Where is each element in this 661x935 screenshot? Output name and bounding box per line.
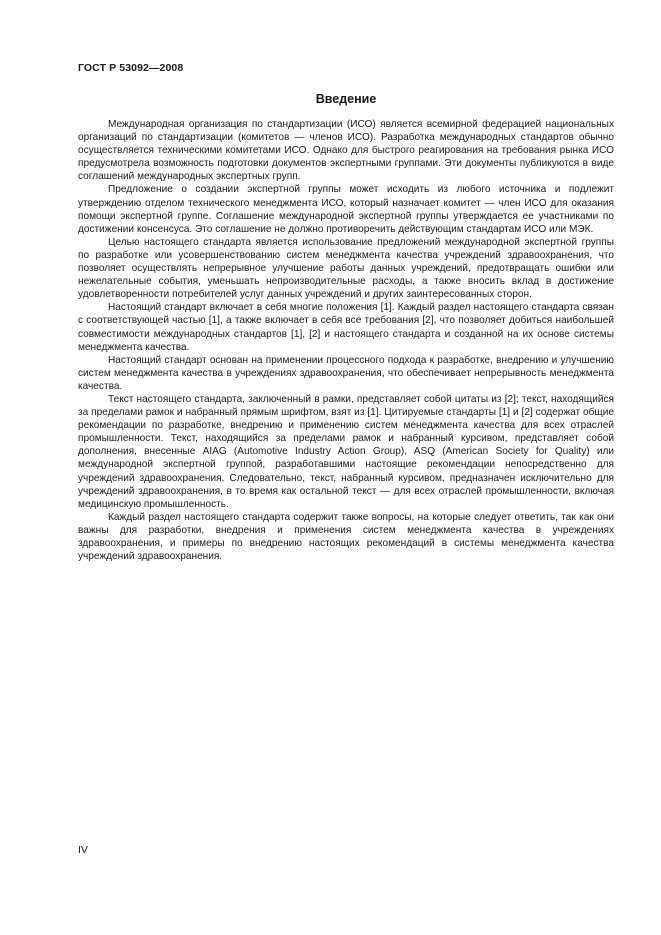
paragraph-iso-overview: Международная организация по стандартизации (ИСО) является всемирной федерацией национальных организаций по стандартизации (комитетов — членов ИСО). Разработка международных стандартов обычно осуществляется техническими комитетами ИСО. Однако для быстрого реагирования на требования рынка ИСО предусмотрела возможность подготовки документов экспертными группами. Эти документы публикуются в виде соглашений международных экспертных групп. (78, 119, 614, 183)
paragraph-scope: Настоящий стандарт включает в себя многие положения [1]. Каждый раздел настоящего стандарта связан с соответствующей частью [1], а также включает в себя все требования [2], что позволяет добиться наибольшей совместимости международных стандартов [1], [2] и настоящего стандарта и созданной на их основе системы менеджмента качества. (78, 302, 614, 353)
section-title: Введение (315, 92, 377, 106)
paragraph-purpose: Целью настоящего стандарта является использование предложений международной экспертной группы по разработке или усовершенствованию систем менеджмента качества учреждений здравоохранения, что позволяет осуществлять непрерывное улучшение работы данных учреждений, предотвращать ошибки или нежелательные события, уменьшать непроизводительные расходы, а также вносить вклад в достижение удовлетворенности потребителей услуг данных учреждений и других заинтересованных сторон. (78, 236, 614, 301)
paragraph-expert-group: Предложение о создании экспертной группы может исходить из любого источника и подлежит утверждению отделом технического менеджмента ИСО, который назначает комитет — член ИСО для оказания помощи экспертной группе. Соглашение международной экспертной группы утверждается ее участниками по достижении консенсуса. Это соглашение не должно противоречить действующим стандартам ИСО или МЭК. (78, 184, 614, 235)
paragraph-questions: Каждый раздел настоящего стандарта содержит также вопросы, на которые следует ответить, так как они важны для разработки, внедрения и применения систем менеджмента качества в учреждениях здравоохранения, и примеры по внедрению настоящих рекомендаций в системы менеджмента качества учреждений здравоохранения. (78, 511, 614, 563)
introduction-body (78, 118, 614, 563)
page-number: IV (78, 844, 88, 856)
paragraph-process-approach: Настоящий стандарт основан на применении процессного подхода к разработке, внедрению и улучшению систем менеджмента качества в учреждениях здравоохранения, что обеспечивает непрерывность менеджмента качества. (78, 354, 614, 392)
paragraph-text-conventions: Текст настоящего стандарта, заключенный в рамки, представляет собой цитаты из [2]; текст, находящийся за пределами рамок и набранный прямым шрифтом, взят из [1]. Цитируемые стандарты [1] и [2] содержат общие рекомендации по разработке, внедрению и применению систем менеджмента качества для всех отраслей промышленности. Текст, находящийся за пределами рамок и набранный курсивом, представляет собой дополнения, внесенные AIAG (Automotive Industry Action Group), ASQ (American Society for Quality) или международной экспертной группой, разработавшими настоящие рекомендации непосредственно для учреждений здравоохранения. Следовательно, текст, набранный курсивом, предназначен исключительно для учреждений здравоохранения, в то время как остальной текст — для всех отраслей промышленности, включая медицинскую промышленность. (78, 393, 614, 510)
standard-id-header: ГОСТ Р 53092—2008 (78, 62, 184, 74)
